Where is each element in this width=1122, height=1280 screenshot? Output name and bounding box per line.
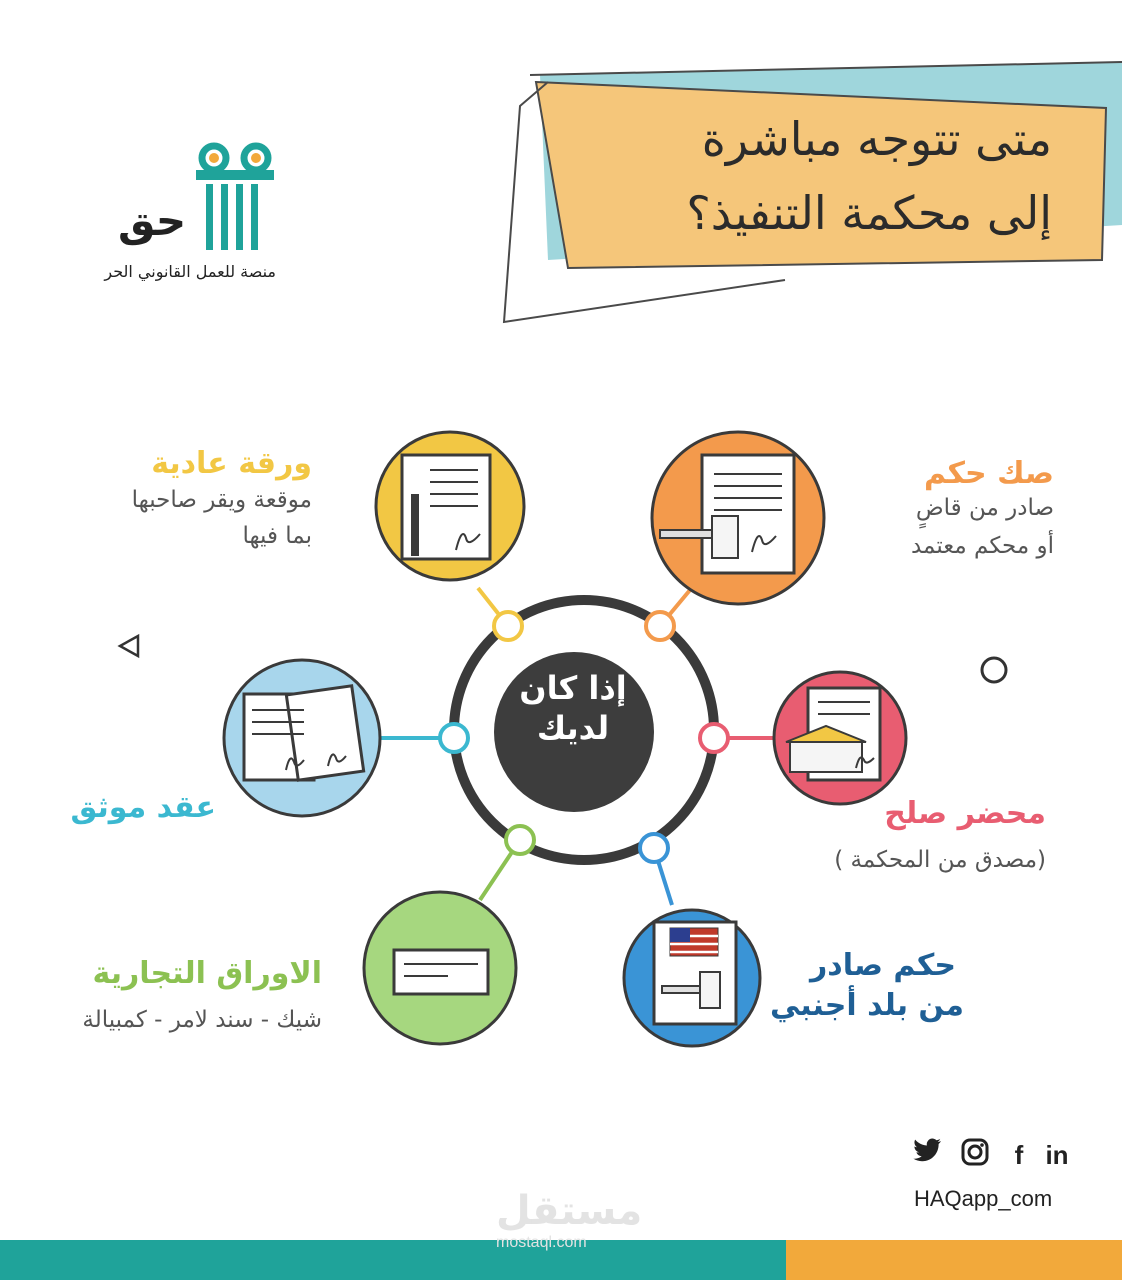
title-line-1: متى تتوجه مباشرة [701, 112, 1052, 166]
social-handle[interactable]: HAQapp_com [914, 1186, 1053, 1211]
watermark: مستقل [496, 1188, 643, 1234]
logo-tagline: منصة للعمل القانوني الحر [104, 262, 276, 281]
triangle-decoration [120, 636, 138, 656]
bottom-bar-teal [0, 1240, 786, 1280]
settlement-record-circle [774, 672, 906, 804]
item-title-notarized-contract: عقد موثق [70, 790, 216, 825]
item-desc-judgment-deed-1: صادر من قاضٍ [915, 495, 1054, 521]
item-title-foreign-judgment-2: من بلد أجنبي [769, 988, 964, 1023]
commercial-papers-circle [364, 892, 516, 1044]
item-title-plain-paper: ورقة عادية [151, 446, 312, 481]
foreign-judgment-circle [624, 910, 760, 1046]
linkedin-icon[interactable]: in [1045, 1140, 1069, 1170]
judgment-deed-circle [652, 432, 824, 604]
item-title-commercial-papers: الاوراق التجارية [92, 956, 322, 991]
watermark-sub: mostaql.com [496, 1234, 587, 1251]
center-line-2: لديك [536, 709, 610, 747]
logo-brand: حق [118, 196, 187, 245]
facebook-icon[interactable]: f [1014, 1140, 1024, 1170]
bottom-bar-orange [786, 1240, 1122, 1280]
notarized-contract-circle [224, 660, 380, 816]
item-title-judgment-deed: صك حكم [924, 456, 1054, 491]
item-desc-commercial-papers: شيك - سند لامر - كمبيالة [82, 1007, 322, 1033]
item-desc-plain-paper-2: بما فيها [242, 523, 312, 549]
item-title-foreign-judgment-1: حكم صادر [810, 948, 956, 983]
logo-column-icon [196, 146, 274, 250]
title-line-2: إلى محكمة التنفيذ؟ [686, 186, 1052, 240]
instagram-icon[interactable] [958, 1138, 992, 1172]
item-desc-settlement-record: (مصدق من المحكمة ) [834, 847, 1046, 873]
item-desc-judgment-deed-2: أو محكم معتمد [910, 533, 1054, 559]
twitter-icon[interactable] [910, 1138, 944, 1172]
circle-decoration [982, 658, 1006, 682]
item-title-settlement-record: محضر صلح [884, 796, 1046, 831]
item-desc-plain-paper-1: موقعة ويقر صاحبها [131, 487, 312, 513]
plain-paper-circle [376, 432, 524, 580]
center-label [500, 668, 646, 748]
center-line-1: إذا كان [519, 669, 627, 707]
